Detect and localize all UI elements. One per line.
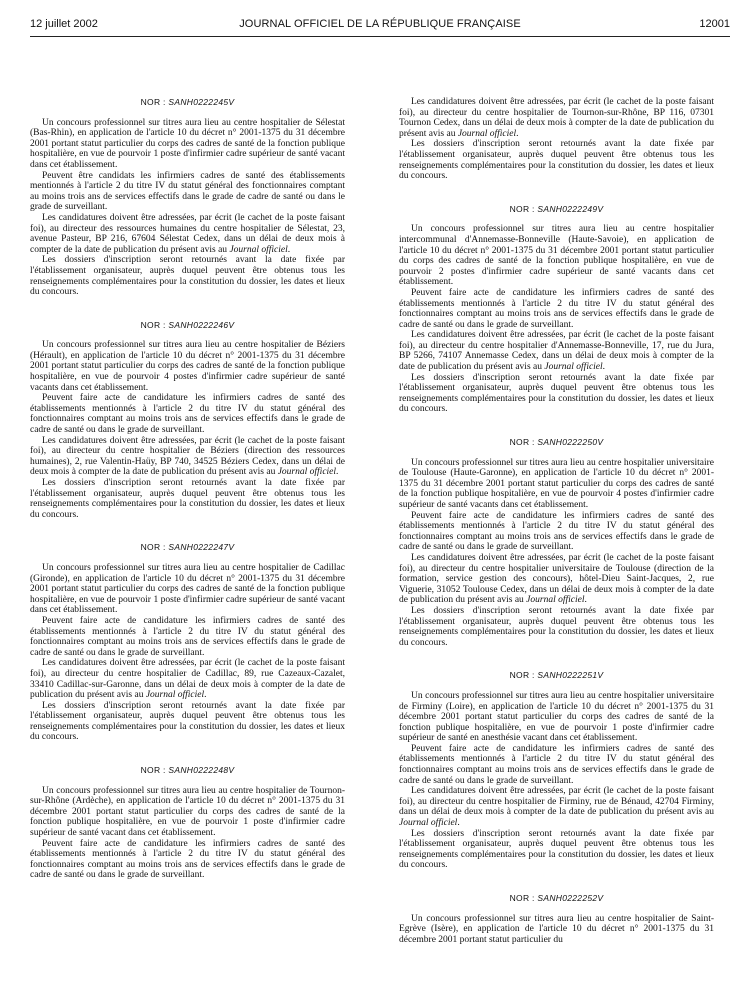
notice-paragraph: Peuvent faire acte de candidature les infirmiers cadres de santé des établissements mentionnés à l'article 2 du titre IV du statut général des fonctionnaires comptant au moins trois ans de services effectifs dans le grade de cadre de santé ou dans le grade de surveillant. [30,615,345,658]
notice-paragraph: Un concours professionnel sur titres aura lieu au centre hospitalier de Sélestat (Bas-Rhin), en application de l'article 10 du décret n° 2001-1375 du 31 décembre 2001 portant statut particulier du corps des cadres de santé de la fonction publique hospitalière, en vue de pourvoir 1 poste d'infirmier cadre supérieur de santé vacant dans cet établissement. [30,117,345,170]
notice-paragraph: Peuvent faire acte de candidature les infirmiers cadres de santé des établissements mentionnés à l'article 2 du titre IV du statut général des fonctionnaires comptant au moins trois ans de services effectifs dans le grade de cadre de santé ou dans le grade de surveillant. [399,287,714,330]
notice-section [399,893,714,945]
notice-section [399,437,714,648]
notice-paragraph: Peuvent être candidats les infirmiers cadres de santé des établissements mentionnés à l'article 2 du titre IV du statut général des fonctionnaires comptant au moins trois ans de services effectifs dans le grade de cadre de santé ou dans le grade de surveillant. [30,170,345,213]
notice-paragraph: Les dossiers d'inscription seront retournés avant la date fixée par l'établissement organisateur, auprès duquel peuvent être obtenus tous les renseignements complémentaires pour la constitution du dossier, les dates et lieux du concours. [30,255,345,298]
nor-reference [399,893,714,904]
right-column [399,97,714,967]
notice-paragraph: Peuvent faire acte de candidature les infirmiers cadres de santé des établissements mentionnés à l'article 2 du titre IV du statut général des fonctionnaires comptant au moins trois ans de services effectifs dans le grade de cadre de santé ou dans le grade de surveillant. [399,510,714,553]
notice-section [30,765,345,881]
nor-reference [30,320,345,331]
nor-code: SANH0222246V [168,319,235,330]
nor-label: NOR : [509,670,535,681]
notice-paragraph: Les dossiers d'inscription seront retournés avant la date fixée par l'établissement organisateur, auprès duquel peuvent être obtenus tous les renseignements complémentaires pour la constitution du dossier, les dates et lieux du concours. [399,605,714,648]
notice-paragraph: Les candidatures doivent être adressées, par écrit (le cachet de la poste faisant foi), au directeur du centre hospitalier de Cadillac, 89, rue Cazeaux-Cazalet, 33410 Cadillac-sur-Garonne, dans un délai de deux mois à compter de la date de publication du présent avis au Journal officiel. [30,658,345,701]
header-rule [30,36,730,37]
notice-section [30,97,345,298]
notice-paragraph: Un concours professionnel sur titres aura lieu au centre hospitalier intercommunal d'Annemasse-Bonneville (Haute-Savoie), en application de l'article 10 du décret n° 2001-1375 du 31 décembre 2001 portant statut particulier du corps des cadres de santé de la fonction publique hospitalière, en vue de pourvoir 2 postes d'infirmier cadre supérieur de santé vacants dans cet établissement. [399,224,714,288]
notice-paragraph: Les dossiers d'inscription seront retournés avant la date fixée par l'établissement organisateur, auprès duquel peuvent être obtenus tous les renseignements complémentaires pour la constitution du dossier, les dates et lieux du concours. [30,700,345,743]
nor-reference [30,97,345,108]
notice-section [399,670,714,871]
notice-paragraph: Un concours professionnel sur titres aura lieu au centre hospitalier universitaire de Firminy (Loire), en application de l'article 10 du décret n° 2001-1375 du 31 décembre 2001 portant statut particulier du corps des cadres de santé de la fonction publique hospitalière, en vue de pourvoir 1 poste d'infirmier cadre supérieur de santé en anesthésie vacant dans cet établissement. [399,690,714,744]
nor-reference [399,670,714,681]
notice-paragraph: Les candidatures doivent être adressées, par écrit (le cachet de la poste faisant foi), au directeur du centre hospitalier de Firminy, rue de Bénaud, 42704 Firminy, dans un délai de deux mois à compter de la date de publication du présent avis au Journal officiel. [399,786,714,829]
nor-code: SANH0222252V [537,893,604,903]
notice-paragraph: Un concours professionnel sur titres aura lieu au centre hospitalier de Cadillac (Gironde), en application de l'article 10 du décret n° 2001-1375 du 31 décembre 2001 portant statut particulier du corps des cadres de santé de la fonction publique hospitalière, en vue de pourvoir 1 poste d'infirmier cadre supérieur de santé vacant dans cet établissement. [30,562,345,616]
nor-label: NOR : [140,97,166,107]
nor-label: NOR : [140,542,166,553]
nor-code: SANH0222248V [168,765,235,776]
nor-code: SANH0222247V [168,542,235,553]
notice-paragraph: Les dossiers d'inscription seront retournés avant la date fixée par l'établissement organisateur, auprès duquel peuvent être obtenus tous les renseignements complémentaires pour la constitution du dossier, les dates et lieux du concours. [399,139,714,182]
nor-label: NOR : [509,437,535,448]
nor-label: NOR : [509,203,535,214]
notice-section [399,97,714,182]
notice-paragraph: Peuvent faire acte de candidature les infirmiers cadres de santé des établissements mentionnés à l'article 2 du titre IV du statut général des fonctionnaires comptant au moins trois ans de services effectifs dans le grade de cadre de santé ou dans le grade de surveillant. [30,393,345,436]
nor-reference [30,765,345,776]
notice-paragraph: Un concours professionnel sur titres aura lieu au centre hospitalier de Béziers (Hérault), en application de l'article 10 du décret n° 2001-1375 du 31 décembre 2001 portant statut particulier du corps des cadres de santé de la fonction publique hospitalière, en vue de pourvoir 4 postes d'infirmier cadre supérieur de santé vacants dans cet établissement. [30,340,345,393]
notice-paragraph: Peuvent faire acte de candidature les infirmiers cadres de santé des établissements mentionnés à l'article 2 du titre IV du statut général des fonctionnaires comptant au moins trois ans de services effectifs dans le grade de cadre de santé ou dans le grade de surveillant. [399,743,714,786]
nor-label: NOR : [140,319,166,330]
notice-paragraph: Les candidatures doivent être adressées, par écrit (le cachet de la poste faisant foi), au directeur des ressources humaines du centre hospitalier de Sélestat, 23, avenue Pasteur, BP 216, 67604 Sélestat Cedex, dans un délai de deux mois à compter de la date de publication du présent avis au Journal officiel. [30,212,345,255]
page-number: 12001 [699,18,730,30]
journal-title: JOURNAL OFFICIEL DE LA RÉPUBLIQUE FRANÇAISE [239,18,521,30]
notice-section [30,542,345,743]
nor-reference [30,542,345,553]
notice-paragraph: Les dossiers d'inscription seront retournés avant la date fixée par l'établissement organisateur, auprès duquel peuvent être obtenus tous les renseignements complémentaires pour la constitution du dossier, les dates et lieux du concours. [399,828,714,871]
notice-paragraph: Les candidatures doivent être adressées, par écrit (le cachet de la poste faisant foi), au directeur du centre hospitalier de Béziers (direction des ressources humaines), 2, rue Valentin-Haüy, BP 740, 34525 Béziers Cedex, dans un délai de deux mois à compter de la date de publication du présent avis au Journal officiel. [30,435,345,478]
notice-paragraph: Un concours professionnel sur titres aura lieu au centre hospitalier de Tournon-sur-Rhône (Ardèche), en application de l'article 10 du décret n° 2001-1375 du 31 décembre 2001 portant statut particulier du corps des cadres de santé de la fonction publique hospitalière, en vue de pourvoir 1 poste d'infirmier cadre supérieur de santé vacant dans cet établissement. [30,785,345,839]
nor-label: NOR : [509,893,535,903]
nor-code: SANH0222249V [537,203,604,214]
issue-date: 12 juillet 2002 [30,18,98,30]
nor-label: NOR : [140,765,166,776]
notice-paragraph: Les candidatures doivent être adressées, par écrit (le cachet de la poste faisant foi), au directeur du centre hospitalier universitaire de Toulouse (direction de la formation, service gestion des concours), hôtel-Dieu Saint-Jacques, 2, rue Viguerie, 31052 Toulouse Cedex, dans un délai de deux mois à compter de la date de publication du présent avis au Journal officiel. [399,552,714,606]
notice-section [399,204,714,415]
nor-code: SANH0222250V [537,437,604,448]
nor-reference [399,437,714,448]
notice-paragraph: Peuvent faire acte de candidature les infirmiers cadres de santé des établissements mentionnés à l'article 2 du titre IV du statut général des fonctionnaires comptant au moins trois ans de services effectifs dans le grade de cadre de santé ou dans le grade de surveillant. [30,838,345,881]
notice-section [30,320,345,521]
page-header [30,18,730,34]
nor-reference [399,204,714,215]
notice-paragraph: Un concours professionnel sur titres aura lieu au centre hospitalier de Saint-Egrève (Isère), en application de l'article 10 du décret n° 2001-1375 du 31 décembre 2001 portant statut particulier du [399,913,714,945]
notice-paragraph: Les dossiers d'inscription seront retournés avant la date fixée par l'établissement organisateur, auprès duquel peuvent être obtenus tous les renseignements complémentaires pour la constitution du dossier, les dates et lieux du concours. [399,372,714,415]
left-column [30,97,345,903]
notice-paragraph: Un concours professionnel sur titres aura lieu au centre hospitalier universitaire de Toulouse (Haute-Garonne), en application de l'article 10 du décret n° 2001-1375 du 31 décembre 2001 portant statut particulier du corps des cadres de santé de la fonction publique hospitalière, en vue de pourvoir 4 postes d'infirmier cadre supérieur de santé vacants dans cet établissement. [399,457,714,510]
notice-paragraph: Les candidatures doivent être adressées, par écrit (le cachet de la poste faisant foi), au directeur du centre hospitalier d'Annemasse-Bonneville, 17, rue du Jura, BP 5266, 74107 Annemasse Cedex, dans un délai de deux mois à compter de la date de publication du présent avis au Journal officiel. [399,330,714,373]
notice-paragraph: Les candidatures doivent être adressées, par écrit (le cachet de la poste faisant foi), au directeur du centre hospitalier de Tournon-sur-Rhône, BP 116, 07301 Tournon Cedex, dans un délai de deux mois à compter de la date de publication du présent avis au Journal officiel. [399,97,714,139]
notice-paragraph: Les dossiers d'inscription seront retournés avant la date fixée par l'établissement organisateur, auprès duquel peuvent être obtenus tous les renseignements complémentaires pour la constitution du dossier, les dates et lieux du concours. [30,478,345,520]
nor-code: SANH0222245V [168,97,235,107]
nor-code: SANH0222251V [537,670,604,681]
